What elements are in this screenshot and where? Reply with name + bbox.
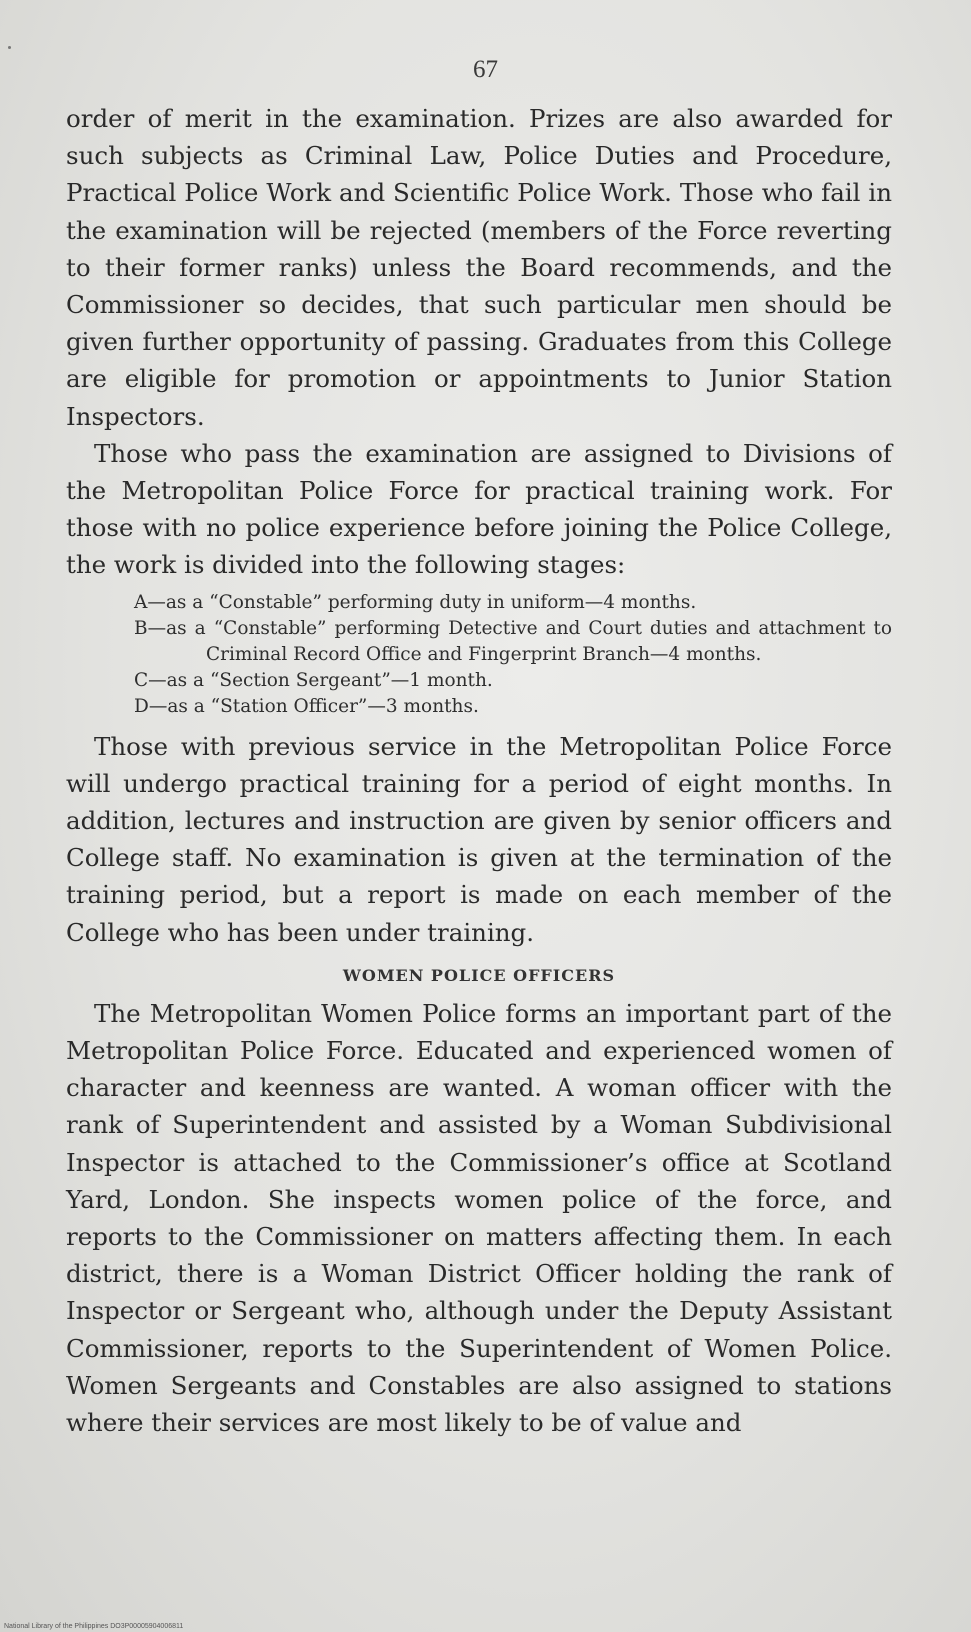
paragraph-examination: order of merit in the examination. Prizes are also awarded for such subjects as Criminal Law, Police Duties and Procedure, Practical Police Work and Scientific Police Work. Those who fail in the examination will be rejected (members of the Force reverting to their former ranks) unless the Board recommends, and the Commissioner so decides, that such particular men should be given further opportunity of passing. Graduates from this College are eligible for promotion or appointments to Junior Station Inspectors.	[66, 104, 892, 431]
page-number: 67	[473, 56, 498, 83]
list-item: C—as a “Section Sergeant”—1 month.	[134, 669, 493, 691]
paragraph-previous-service: Those with previous service in the Metropolitan Police Force will undergo practical training for a period of eight months. In addition, lectures and instruction are given by senior officers and College staff. No examination is given at the termination of the training period, but a report is made on each member of the College who has been under training.	[66, 731, 892, 947]
paragraph-women-police: The Metropolitan Women Police forms an important part of the Metropolitan Police Force. Educated and experienced women of character and keenness are wanted. A woman officer with the rank of Superintendent and assisted by a Woman Subdivisional Inspector is attached to the Commissioner’s office at Scotland Yard, London. She inspects women police of the force, and reports to the Commissioner on matters affecting them. In each district, there is a Woman District Officer holding the rank of Inspector or Sergeant who, although under the Deputy Assistant Commissioner, reports to the Superintendent of Women Police. Women Sergeants and Constables are also assigned to stations where their services are most likely to be of value and	[66, 998, 892, 1438]
footer-source-label: National Library of the Philippines DO3P00005904006811	[4, 1623, 184, 1630]
section-heading: WOMEN POLICE OFFICERS	[342, 965, 616, 985]
paragraph-training-assignment: Those who pass the examination are assigned to Divisions of the Metropolitan Police Force for practical training work. For those with no police experience before joining the Police College, the work is divided into the following stages:	[66, 438, 892, 580]
list-item: A—as a “Constable” performing duty in uniform—4 months.	[134, 591, 697, 613]
list-item: B—as a “Constable” performing Detective and Court duties and attachment to Criminal Record Office and Fingerprint Branch—4 months.	[134, 617, 892, 665]
training-stages-list	[134, 590, 892, 720]
body-text	[66, 100, 892, 1441]
list-item: D—as a “Station Officer”—3 months.	[134, 695, 479, 717]
scan-speck	[8, 46, 11, 49]
